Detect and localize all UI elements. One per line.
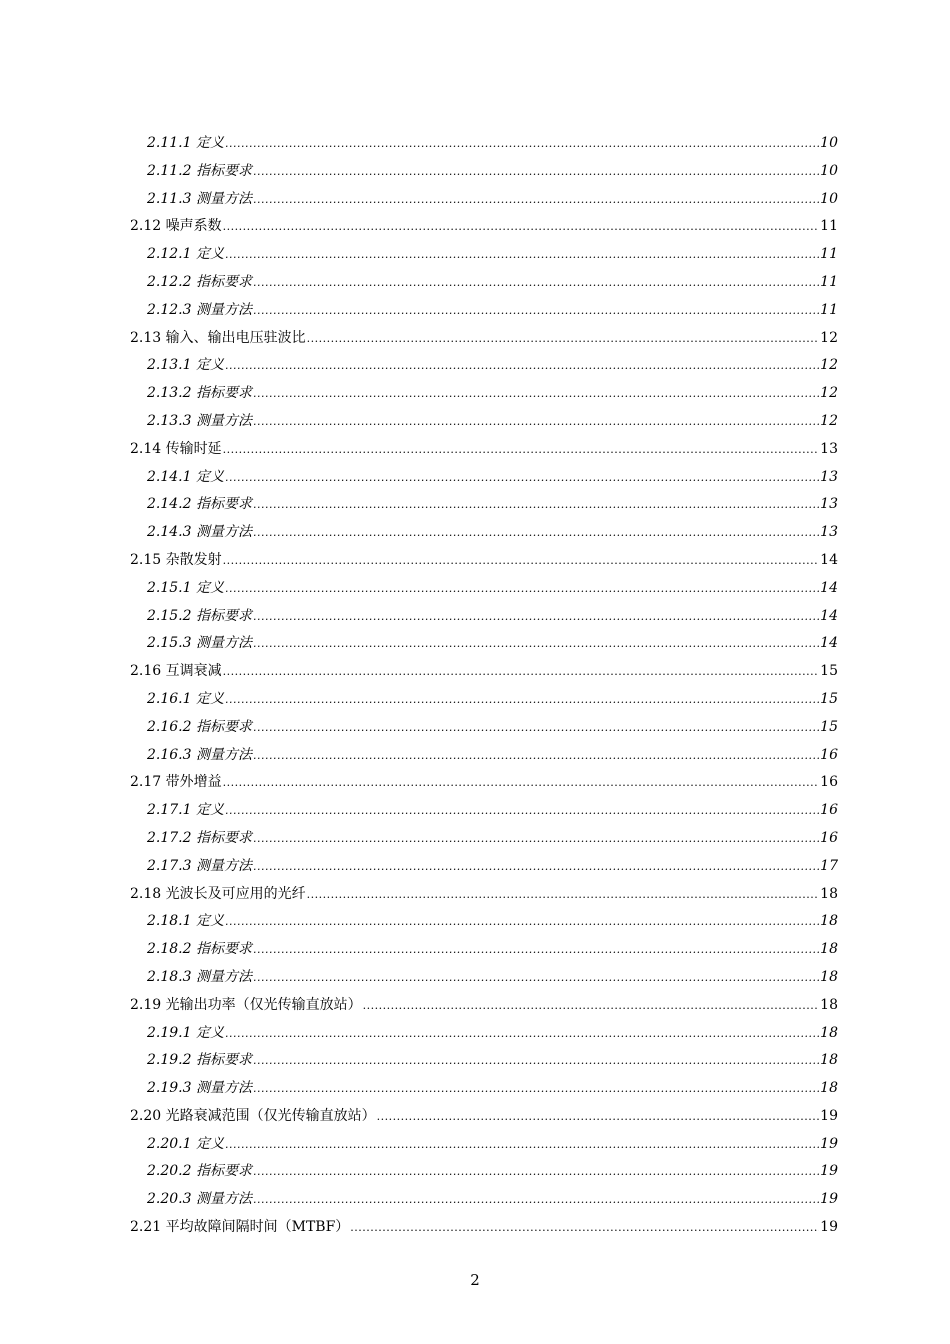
toc-entry-page: 18 [820, 941, 838, 958]
dot-leader [307, 881, 820, 909]
toc-entry-page: 16 [820, 746, 838, 763]
dot-leader [253, 964, 819, 992]
dot-leader [253, 853, 819, 881]
dot-leader [307, 325, 820, 353]
toc-entry-title: 2.12.2 指标要求 [147, 273, 252, 290]
toc-entry-title: 2.18.3 测量方法 [147, 968, 252, 985]
toc-entry-title: 2.11.2 指标要求 [147, 162, 252, 179]
toc-entry[interactable] [130, 1214, 838, 1242]
page-number: 2 [470, 1271, 480, 1289]
dot-leader [253, 408, 819, 436]
toc-entry-page: 19 [820, 1163, 838, 1180]
toc-entry-page: 19 [820, 1219, 838, 1236]
toc-entry-title: 2.18.2 指标要求 [147, 941, 252, 958]
toc-entry-title: 2.11.3 测量方法 [147, 190, 252, 207]
toc-entry-title: 2.18.1 定义 [147, 913, 224, 930]
toc-entry-title: 2.11.1 定义 [147, 135, 224, 151]
toc-entry-page: 13 [820, 468, 838, 485]
toc-entry-page: 12 [820, 385, 838, 402]
toc-entry-title: 2.15.2 指标要求 [147, 607, 252, 624]
toc-entry[interactable] [130, 464, 838, 492]
toc-entry[interactable] [130, 130, 838, 158]
toc-entry-page: 19 [820, 1135, 838, 1152]
dot-leader [225, 575, 819, 603]
dot-leader [377, 1103, 820, 1131]
toc-entry-title: 2.15 杂散发射 [130, 551, 222, 568]
toc-entry-page: 13 [820, 524, 838, 541]
toc-entry-page: 13 [820, 496, 838, 513]
dot-leader [225, 797, 819, 825]
toc-entry-title: 2.17.2 指标要求 [147, 829, 252, 846]
toc-entry-title: 2.12.1 定义 [147, 246, 224, 263]
dot-leader [223, 213, 820, 241]
dot-leader [253, 1075, 819, 1103]
toc-entry-title: 2.20 光路衰减范围（仅光传输直放站） [130, 1107, 376, 1124]
toc-entry-page: 18 [820, 996, 838, 1013]
toc-entry[interactable] [130, 658, 838, 686]
toc-entry-page: 16 [820, 829, 838, 846]
dot-leader [225, 908, 819, 936]
dot-leader [253, 1047, 819, 1075]
toc-entry[interactable] [130, 352, 838, 380]
toc-entry[interactable] [130, 547, 838, 575]
dot-leader [253, 269, 819, 297]
toc-entry-title: 2.14.2 指标要求 [147, 496, 252, 513]
toc-entry-page: 10 [820, 135, 838, 151]
toc-entry-title: 2.17.3 测量方法 [147, 857, 252, 874]
toc-entry-page: 14 [820, 607, 838, 624]
toc-entry[interactable] [130, 1047, 838, 1075]
toc-entry-title: 2.19.1 定义 [147, 1024, 224, 1041]
dot-leader [225, 1131, 819, 1159]
toc-entry[interactable] [130, 186, 838, 214]
dot-leader [253, 519, 819, 547]
toc-entry-page: 19 [820, 1107, 838, 1124]
toc-entry-page: 14 [820, 579, 838, 596]
toc-entry-title: 2.16.3 测量方法 [147, 746, 252, 763]
toc-entry-title: 2.16.2 指标要求 [147, 718, 252, 735]
toc-entry[interactable] [130, 1186, 838, 1214]
toc-entry-title: 2.12 噪声系数 [130, 218, 222, 235]
dot-leader [253, 380, 819, 408]
toc-entry-page: 15 [820, 718, 838, 735]
dot-leader [225, 464, 819, 492]
toc-entry[interactable] [130, 325, 838, 353]
dot-leader [350, 1214, 819, 1242]
dot-leader [253, 491, 819, 519]
dot-leader [225, 1020, 819, 1048]
toc-entry-page: 15 [820, 690, 838, 707]
toc-entry[interactable] [130, 436, 838, 464]
toc-entry-page: 10 [820, 162, 838, 179]
toc-entry[interactable] [130, 380, 838, 408]
toc-entry-title: 2.13.3 测量方法 [147, 412, 252, 429]
toc-entry[interactable] [130, 491, 838, 519]
toc-entry[interactable] [130, 1075, 838, 1103]
toc-entry-title: 2.20.3 测量方法 [147, 1191, 252, 1208]
toc-entry[interactable] [130, 1103, 838, 1131]
toc-entry-title: 2.14.3 测量方法 [147, 524, 252, 541]
toc-entry[interactable] [130, 213, 838, 241]
toc-entry-title: 2.19.2 指标要求 [147, 1052, 252, 1069]
toc-entry[interactable] [130, 992, 838, 1020]
toc-entry-title: 2.20.1 定义 [147, 1135, 224, 1152]
toc-entry-title: 2.21 平均故障间隔时间（MTBF） [130, 1219, 350, 1236]
toc-entry-page: 19 [820, 1191, 838, 1208]
dot-leader [225, 130, 819, 158]
dot-leader [253, 1158, 819, 1186]
dot-leader [253, 936, 819, 964]
toc-entry-title: 2.13 输入、输出电压驻波比 [130, 329, 306, 346]
toc-entry-title: 2.19.3 测量方法 [147, 1080, 252, 1097]
toc-entry-page: 13 [820, 440, 838, 457]
toc-entry-title: 2.14.1 定义 [147, 468, 224, 485]
toc-entry-title: 2.17.1 定义 [147, 802, 224, 819]
toc-entry[interactable] [130, 158, 838, 186]
dot-leader [223, 658, 820, 686]
dot-leader [363, 992, 820, 1020]
toc-entry-page: 18 [820, 885, 838, 902]
toc-entry-page: 14 [820, 635, 838, 652]
dot-leader [225, 686, 819, 714]
toc-entry[interactable] [130, 853, 838, 881]
toc-entry-title: 2.17 带外增益 [130, 774, 222, 791]
toc-entry-page: 17 [820, 857, 838, 874]
toc-entry[interactable] [130, 408, 838, 436]
toc-entry[interactable] [130, 964, 838, 992]
toc-entry[interactable] [130, 297, 838, 325]
toc-entry-title: 2.13.2 指标要求 [147, 385, 252, 402]
toc-entry-title: 2.15.1 定义 [147, 579, 224, 596]
toc-entry-title: 2.18 光波长及可应用的光纤 [130, 885, 306, 902]
toc-entry[interactable] [130, 936, 838, 964]
toc-entry-page: 11 [820, 246, 838, 263]
toc-entry[interactable] [130, 1158, 838, 1186]
toc-entry[interactable] [130, 742, 838, 770]
toc-entry[interactable] [130, 825, 838, 853]
dot-leader [223, 547, 820, 575]
toc-entry[interactable] [130, 1020, 838, 1048]
toc-entry[interactable] [130, 603, 838, 631]
toc-entry-title: 2.16 互调衰减 [130, 663, 222, 680]
toc-entry-title: 2.20.2 指标要求 [147, 1163, 252, 1180]
toc-entry-title: 2.19 光输出功率（仅光传输直放站） [130, 996, 362, 1013]
toc-entry[interactable] [130, 269, 838, 297]
toc-entry-title: 2.13.1 定义 [147, 357, 224, 374]
toc-entry-title: 2.12.3 测量方法 [147, 301, 252, 318]
table-of-contents [130, 130, 838, 1242]
toc-entry-page: 14 [820, 551, 838, 568]
toc-entry-page: 10 [820, 190, 838, 207]
toc-entry-page: 18 [820, 1080, 838, 1097]
dot-leader [253, 297, 819, 325]
toc-entry-page: 18 [820, 913, 838, 930]
toc-entry-page: 16 [820, 774, 838, 791]
dot-leader [223, 769, 820, 797]
toc-entry[interactable] [130, 797, 838, 825]
toc-entry-page: 18 [820, 1052, 838, 1069]
toc-entry[interactable] [130, 769, 838, 797]
toc-entry[interactable] [130, 714, 838, 742]
dot-leader [253, 714, 819, 742]
toc-entry-page: 16 [820, 802, 838, 819]
dot-leader [225, 352, 819, 380]
toc-entry-page: 12 [820, 357, 838, 374]
dot-leader [253, 1186, 819, 1214]
toc-entry-page: 11 [820, 273, 838, 290]
toc-entry[interactable] [130, 519, 838, 547]
dot-leader [253, 158, 819, 186]
dot-leader [253, 742, 819, 770]
toc-entry-title: 2.14 传输时延 [130, 440, 222, 457]
toc-entry-page: 11 [820, 301, 838, 318]
toc-entry-page: 12 [820, 329, 838, 346]
toc-entry[interactable] [130, 241, 838, 269]
dot-leader [253, 630, 819, 658]
toc-entry[interactable] [130, 575, 838, 603]
dot-leader [225, 241, 819, 269]
toc-entry-title: 2.15.3 测量方法 [147, 635, 252, 652]
dot-leader [223, 436, 820, 464]
toc-entry[interactable] [130, 1131, 838, 1159]
toc-entry-page: 15 [820, 663, 838, 680]
toc-entry-title: 2.16.1 定义 [147, 690, 224, 707]
dot-leader [253, 825, 819, 853]
toc-entry-page: 11 [820, 218, 838, 235]
toc-entry-page: 18 [820, 968, 838, 985]
toc-entry[interactable] [130, 908, 838, 936]
toc-entry-page: 18 [820, 1024, 838, 1041]
toc-entry[interactable] [130, 686, 838, 714]
dot-leader [253, 603, 819, 631]
dot-leader [253, 186, 819, 214]
toc-entry[interactable] [130, 881, 838, 909]
toc-entry-page: 12 [820, 412, 838, 429]
toc-entry[interactable] [130, 630, 838, 658]
